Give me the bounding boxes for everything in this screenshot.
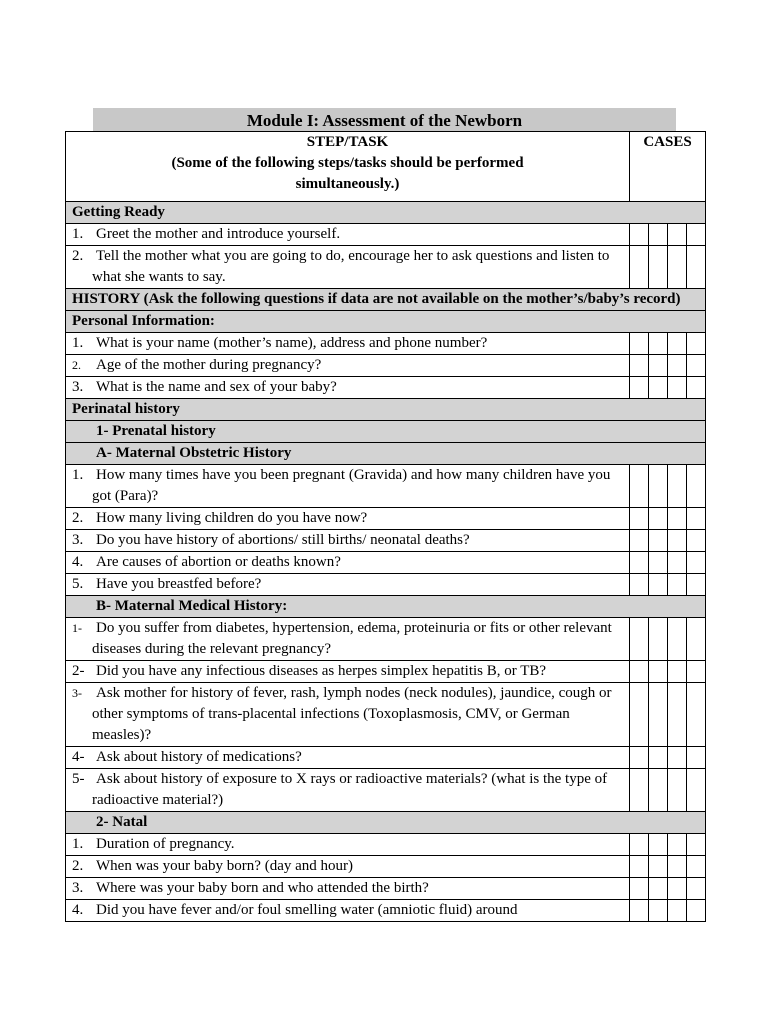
case-checkbox-cell[interactable] [649,377,668,399]
table-row [66,856,706,878]
case-checkbox-cell[interactable] [649,333,668,355]
task-cell [66,574,630,596]
table-row [66,530,706,552]
item-number: 1. [72,467,84,483]
step-task-label: STEP/TASK [306,134,389,150]
item-number: 4. [72,902,84,918]
case-checkbox-cell[interactable] [630,856,649,878]
case-checkbox-cell[interactable] [649,747,668,769]
table-row [66,618,706,661]
item-number: 3. [72,532,84,548]
item-number: 3. [72,379,84,395]
case-checkbox-cell[interactable] [668,769,687,812]
item-number: 1. [72,836,84,852]
table-row [66,465,706,508]
case-checkbox-cell[interactable] [668,355,687,377]
item-text: How many living children do you have now? [96,510,368,526]
case-checkbox-cell[interactable] [668,508,687,530]
task-cell [66,333,630,355]
section-title: 2- Natal [66,812,706,834]
case-checkbox-cell[interactable] [668,246,687,289]
item-text: Tell the mother what you are going to do, encourage her to ask questions and listen to what she wants to say. [92,248,610,285]
task-cell [66,878,630,900]
task-cell [66,900,630,922]
task-cell [66,552,630,574]
case-checkbox-cell[interactable] [649,465,668,508]
case-checkbox-cell[interactable] [630,508,649,530]
cases-header: CASES [630,132,706,202]
case-checkbox-cell[interactable] [687,355,706,377]
case-checkbox-cell[interactable] [630,574,649,596]
case-checkbox-cell[interactable] [687,900,706,922]
task-cell [66,683,630,747]
item-number: 1. [72,226,84,242]
table-row [66,355,706,377]
item-number: 2. [72,248,84,264]
case-checkbox-cell[interactable] [687,508,706,530]
section-title: B- Maternal Medical History: [66,596,706,618]
case-checkbox-cell[interactable] [668,618,687,661]
case-checkbox-cell[interactable] [668,856,687,878]
case-checkbox-cell[interactable] [649,530,668,552]
item-number: 3. [72,880,84,896]
case-checkbox-cell[interactable] [649,508,668,530]
case-checkbox-cell[interactable] [687,878,706,900]
item-text: Duration of pregnancy. [96,836,235,852]
task-cell [66,661,630,683]
task-cell [66,508,630,530]
item-number: 5. [72,576,84,592]
case-checkbox-cell[interactable] [668,900,687,922]
module-title: Module I: Assessment of the Newborn [93,108,676,131]
case-checkbox-cell[interactable] [668,834,687,856]
task-cell [66,747,630,769]
task-cell [66,377,630,399]
case-checkbox-cell[interactable] [630,661,649,683]
case-checkbox-cell[interactable] [687,333,706,355]
case-checkbox-cell[interactable] [668,333,687,355]
case-checkbox-cell[interactable] [630,683,649,747]
table-row [66,224,706,246]
case-checkbox-cell[interactable] [668,878,687,900]
case-checkbox-cell[interactable] [668,552,687,574]
case-checkbox-cell[interactable] [687,574,706,596]
item-number: 1. [72,335,84,351]
section-row [66,311,706,333]
case-checkbox-cell[interactable] [630,530,649,552]
table-row [66,508,706,530]
section-row [66,399,706,421]
case-checkbox-cell[interactable] [630,377,649,399]
case-checkbox-cell[interactable] [649,834,668,856]
subsection-row [66,443,706,465]
task-cell [66,224,630,246]
case-checkbox-cell[interactable] [649,574,668,596]
section-title: Perinatal history [66,399,706,421]
case-checkbox-cell[interactable] [668,683,687,747]
item-number: 4- [72,749,85,765]
table-row [66,834,706,856]
case-checkbox-cell[interactable] [630,355,649,377]
case-checkbox-cell[interactable] [630,465,649,508]
case-checkbox-cell[interactable] [630,552,649,574]
case-checkbox-cell[interactable] [649,355,668,377]
table-row [66,574,706,596]
case-checkbox-cell[interactable] [687,224,706,246]
case-checkbox-cell[interactable] [649,246,668,289]
section-title: Getting Ready [66,202,706,224]
table-row [66,769,706,812]
table-row [66,333,706,355]
case-checkbox-cell[interactable] [668,465,687,508]
item-text: Have you breastfed before? [96,576,262,592]
case-checkbox-cell[interactable] [687,769,706,812]
item-text: How many times have you been pregnant (Gravida) and how many children have you got (Para)? [92,467,611,504]
case-checkbox-cell[interactable] [630,618,649,661]
item-text: When was your baby born? (day and hour) [96,858,353,874]
case-checkbox-cell[interactable] [649,900,668,922]
item-text: Greet the mother and introduce yourself. [96,226,341,242]
case-checkbox-cell[interactable] [687,661,706,683]
item-number: 2- [72,663,85,679]
subsection-row [66,596,706,618]
case-checkbox-cell[interactable] [687,377,706,399]
case-checkbox-cell[interactable] [649,683,668,747]
section-row [66,202,706,224]
task-cell [66,769,630,812]
step-task-note: (Some of the following steps/tasks should be performed simultaneously.) [171,155,524,192]
case-checkbox-cell[interactable] [668,530,687,552]
task-cell [66,355,630,377]
assessment-table [65,131,706,922]
item-text: Ask about history of exposure to X rays or radioactive materials? (what is the type of radioactive material?) [92,771,608,808]
case-checkbox-cell[interactable] [687,618,706,661]
item-text: Did you have any infectious diseases as herpes simplex hepatitis B, or TB? [96,663,547,679]
item-number: 2. [72,510,84,526]
item-text: Do you suffer from diabetes, hypertension, edema, proteinuria or fits or other relevant diseases during the relevant pregnancy? [92,620,612,657]
item-number: 2. [72,858,84,874]
case-checkbox-cell[interactable] [649,856,668,878]
case-checkbox-cell[interactable] [649,618,668,661]
case-checkbox-cell[interactable] [687,246,706,289]
case-checkbox-cell[interactable] [630,769,649,812]
case-checkbox-cell[interactable] [687,747,706,769]
case-checkbox-cell[interactable] [649,878,668,900]
task-cell [66,618,630,661]
item-text: Are causes of abortion or deaths known? [96,554,341,570]
case-checkbox-cell[interactable] [668,661,687,683]
item-number: 3- [72,686,82,700]
case-checkbox-cell[interactable] [687,683,706,747]
case-checkbox-cell[interactable] [687,465,706,508]
case-checkbox-cell[interactable] [687,834,706,856]
section-row [66,289,706,311]
task-cell [66,856,630,878]
item-text: Ask about history of medications? [96,749,302,765]
item-text: What is the name and sex of your baby? [96,379,337,395]
table-row [66,377,706,399]
case-checkbox-cell[interactable] [668,574,687,596]
subsection-row [66,812,706,834]
case-checkbox-cell[interactable] [630,900,649,922]
item-number: 5- [72,771,85,787]
case-checkbox-cell[interactable] [668,747,687,769]
task-cell [66,834,630,856]
subsection-row [66,421,706,443]
table-row [66,747,706,769]
case-checkbox-cell[interactable] [649,769,668,812]
case-checkbox-cell[interactable] [649,224,668,246]
section-title: Personal Information: [66,311,706,333]
case-checkbox-cell[interactable] [649,552,668,574]
item-number: 1- [72,621,82,635]
case-checkbox-cell[interactable] [687,856,706,878]
table-row [66,900,706,922]
table-row [66,878,706,900]
table-row [66,661,706,683]
item-number: 2. [72,358,81,372]
task-cell [66,530,630,552]
table-row [66,683,706,747]
item-number: 4. [72,554,84,570]
item-text: Age of the mother during pregnancy? [96,357,322,373]
case-checkbox-cell[interactable] [649,661,668,683]
task-cell [66,465,630,508]
case-checkbox-cell[interactable] [687,530,706,552]
step-task-header [66,132,630,202]
item-text: Ask mother for history of fever, rash, lymph nodes (neck nodules), jaundice, cough or other symptoms of trans-placental infections (Toxoplasmosis, CMV, or German measles)? [92,685,612,743]
section-title: HISTORY (Ask the following questions if data are not available on the mother’s/baby’s record) [66,289,706,311]
item-text: Do you have history of abortions/ still births/ neonatal deaths? [96,532,470,548]
case-checkbox-cell[interactable] [630,834,649,856]
task-cell [66,246,630,289]
case-checkbox-cell[interactable] [630,224,649,246]
case-checkbox-cell[interactable] [630,878,649,900]
case-checkbox-cell[interactable] [630,333,649,355]
case-checkbox-cell[interactable] [630,246,649,289]
case-checkbox-cell[interactable] [668,224,687,246]
table-row [66,246,706,289]
section-title: A- Maternal Obstetric History [66,443,706,465]
case-checkbox-cell[interactable] [668,377,687,399]
case-checkbox-cell[interactable] [687,552,706,574]
table-row [66,552,706,574]
case-checkbox-cell[interactable] [630,747,649,769]
item-text: Did you have fever and/or foul smelling water (amniotic fluid) around [96,902,518,918]
item-text: Where was your baby born and who attended the birth? [96,880,429,896]
header-row [66,132,706,202]
section-title: 1- Prenatal history [66,421,706,443]
item-text: What is your name (mother’s name), address and phone number? [96,335,488,351]
